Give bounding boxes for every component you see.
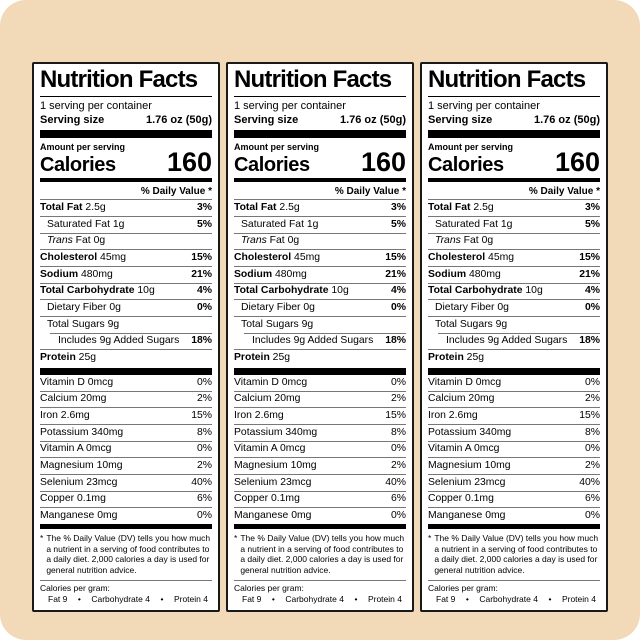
- footnote: [40, 530, 212, 580]
- nutrient-row: [438, 333, 600, 350]
- daily-value-percent: 2%: [196, 393, 212, 405]
- daily-value-percent: 0%: [390, 510, 406, 522]
- nutrient-name: Magnesium 10mg: [234, 460, 317, 472]
- nutrient-name: Includes 9g Added Sugars: [252, 335, 374, 347]
- serving-size-value: 1.76 oz (50g): [145, 113, 212, 126]
- bullet-separator: •: [271, 593, 275, 604]
- nutrient-name: Iron 2.6mg: [234, 410, 284, 422]
- nutrient-row: [234, 349, 406, 366]
- vitamin-row: [234, 457, 406, 474]
- nutrient-name: Potassium 340mg: [234, 426, 318, 438]
- nutrient-name: Iron 2.6mg: [40, 410, 90, 422]
- amount-per-serving-label: Amount per serving: [40, 142, 126, 153]
- nutrient-name: Saturated Fat 1g: [435, 218, 513, 230]
- vitamin-row: [40, 391, 212, 408]
- nutrient-row: [428, 349, 600, 366]
- thick-divider-bar: [234, 130, 406, 138]
- vitamin-row: [40, 407, 212, 424]
- nutrient-name: Vitamin A 0mcg: [428, 443, 500, 455]
- daily-value-percent: 15%: [191, 251, 212, 263]
- nutrient-name: Protein 25g: [40, 352, 97, 364]
- footnote-text: The % Daily Value (DV) tells you how much a nutrient in a serving of food contributes to a daily diet. 2,000 calories a day is used for general nutrition advice.: [434, 533, 599, 576]
- daily-value-percent: 8%: [390, 426, 406, 438]
- vitamin-row: [40, 424, 212, 441]
- nutrient-row: [40, 316, 212, 333]
- nutrient-name: Vitamin D 0mcg: [40, 376, 114, 388]
- nutrient-row: [234, 266, 406, 283]
- nutrient-name: Calcium 20mg: [40, 393, 107, 405]
- serving-size-value: 1.76 oz (50g): [339, 113, 406, 126]
- vitamin-row: [234, 441, 406, 458]
- daily-value-header: % Daily Value *: [528, 186, 600, 198]
- daily-value-percent: 21%: [191, 268, 212, 280]
- nutrient-name: Copper 0.1mg: [428, 493, 494, 505]
- cpg-item: Fat 9: [436, 593, 456, 604]
- vitamin-row: [428, 424, 600, 441]
- daily-value-percent: 0%: [584, 443, 600, 455]
- vitamin-row: [40, 375, 212, 391]
- medium-divider-bar: [40, 178, 212, 182]
- calories-value: 160: [554, 147, 600, 178]
- daily-value-percent: 2%: [390, 460, 406, 472]
- nutrient-row: [234, 233, 406, 250]
- nutrient-rows: [234, 199, 406, 366]
- nutrient-name: Trans Fat 0g: [435, 235, 494, 247]
- daily-value-percent: 0%: [196, 510, 212, 522]
- nutrient-name: Saturated Fat 1g: [47, 218, 125, 230]
- calories-per-gram-label: Calories per gram:: [40, 582, 110, 593]
- vitamin-row: [428, 457, 600, 474]
- daily-value-percent: 0%: [196, 376, 212, 388]
- nutrient-name: Cholesterol 45mg: [234, 251, 321, 263]
- label-title: Nutrition Facts: [234, 66, 392, 93]
- vitamin-row: [428, 507, 600, 524]
- nutrient-name: Vitamin D 0mcg: [428, 376, 502, 388]
- cpg-item: Protein 4: [561, 593, 596, 604]
- nutrient-row: [428, 266, 600, 283]
- vitamin-row: [428, 491, 600, 508]
- thick-divider-bar: [428, 130, 600, 138]
- daily-value-percent: 6%: [196, 493, 212, 505]
- daily-value-percent: 0%: [584, 376, 600, 388]
- nutrient-row: [40, 266, 212, 283]
- vitamin-row: [428, 391, 600, 408]
- daily-value-percent: 3%: [196, 201, 212, 213]
- title-divider: [40, 96, 212, 97]
- vitamin-row: [40, 457, 212, 474]
- nutrient-name: Total Carbohydrate 10g: [428, 285, 543, 297]
- nutrient-name: Trans Fat 0g: [241, 235, 300, 247]
- nutrient-name: Total Sugars 9g: [47, 318, 120, 330]
- cpg-item: Protein 4: [367, 593, 402, 604]
- bullet-separator: •: [465, 593, 469, 604]
- nutrient-row: [244, 333, 406, 350]
- medium-divider-bar: [234, 178, 406, 182]
- nutrient-name: Selenium 23mcg: [40, 476, 118, 488]
- cpg-item: Carbohydrate 4: [91, 593, 150, 604]
- nutrient-name: Sodium 480mg: [40, 268, 113, 280]
- nutrient-name: Total Fat 2.5g: [428, 201, 494, 213]
- footnote-marker: *: [428, 533, 432, 544]
- nutrient-name: Copper 0.1mg: [234, 493, 300, 505]
- nutrient-row: [234, 316, 406, 333]
- bullet-separator: •: [548, 593, 552, 604]
- nutrient-row: [234, 299, 406, 316]
- nutrient-rows: [40, 199, 212, 366]
- nutrient-name: Magnesium 10mg: [428, 460, 511, 472]
- nutrient-row: [234, 283, 406, 300]
- nutrient-row: [40, 199, 212, 216]
- serving-size-row: [40, 114, 212, 128]
- nutrient-name: Dietary Fiber 0g: [47, 302, 121, 313]
- nutrition-facts-label: [32, 62, 220, 612]
- nutrient-name: Cholesterol 45mg: [40, 251, 127, 263]
- daily-value-percent: 15%: [579, 251, 600, 263]
- vitamin-row: [234, 491, 406, 508]
- nutrient-row: [40, 283, 212, 300]
- cpg-item: Fat 9: [242, 593, 262, 604]
- nutrient-name: Copper 0.1mg: [40, 493, 106, 505]
- serving-size-label: Serving size: [428, 113, 493, 126]
- nutrient-name: Potassium 340mg: [40, 426, 124, 438]
- nutrient-name: Magnesium 10mg: [40, 460, 123, 472]
- nutrient-name: Manganese 0mg: [428, 510, 506, 522]
- daily-value-percent: 0%: [584, 302, 600, 313]
- vitamin-row: [40, 491, 212, 508]
- daily-value-percent: 4%: [584, 285, 600, 297]
- calories-per-gram-section: [234, 580, 406, 606]
- calories-per-gram-label: Calories per gram:: [234, 582, 304, 593]
- calories-value: 160: [360, 147, 406, 178]
- daily-value-percent: 2%: [584, 393, 600, 405]
- daily-value-percent: 40%: [579, 476, 600, 488]
- daily-value-percent: 18%: [579, 335, 600, 347]
- cpg-item: Fat 9: [48, 593, 68, 604]
- daily-value-percent: 40%: [385, 476, 406, 488]
- nutrient-name: Total Carbohydrate 10g: [40, 285, 155, 297]
- nutrient-row: [428, 249, 600, 266]
- amount-per-serving-label: Amount per serving: [428, 142, 514, 153]
- thick-divider-bar: [428, 524, 600, 529]
- nutrient-row: [40, 299, 212, 316]
- nutrient-row: [428, 283, 600, 300]
- nutrient-row: [234, 199, 406, 216]
- bullet-separator: •: [160, 593, 164, 604]
- nutrient-name: Selenium 23mcg: [234, 476, 312, 488]
- nutrient-name: Sodium 480mg: [428, 268, 501, 280]
- footnote: [234, 530, 406, 580]
- daily-value-percent: 5%: [196, 218, 212, 230]
- bullet-separator: •: [354, 593, 358, 604]
- thick-divider-bar: [40, 368, 212, 375]
- calories-per-gram-items: [428, 594, 600, 606]
- calories-per-gram-label: Calories per gram:: [428, 582, 498, 593]
- servings-per-container: 1 serving per container: [234, 99, 346, 112]
- nutrient-name: Vitamin D 0mcg: [234, 376, 308, 388]
- calories-value: 160: [166, 147, 212, 178]
- vitamin-rows: [234, 375, 406, 524]
- nutrient-name: Includes 9g Added Sugars: [446, 335, 568, 347]
- daily-value-percent: 21%: [579, 268, 600, 280]
- vitamin-row: [234, 407, 406, 424]
- vitamin-row: [40, 507, 212, 524]
- nutrient-row: [428, 299, 600, 316]
- nutrient-name: Total Sugars 9g: [435, 318, 508, 330]
- daily-value-percent: 18%: [191, 335, 212, 347]
- daily-value-percent: 2%: [196, 460, 212, 472]
- nutrient-name: Protein 25g: [428, 352, 485, 364]
- daily-value-percent: 5%: [390, 218, 406, 230]
- nutrient-name: Cholesterol 45mg: [428, 251, 515, 263]
- vitamin-row: [428, 375, 600, 391]
- nutrient-name: Total Fat 2.5g: [40, 201, 106, 213]
- calories-label: Calories: [428, 154, 504, 177]
- daily-value-percent: 40%: [191, 476, 212, 488]
- labels-row: [32, 62, 608, 612]
- daily-value-percent: 0%: [196, 443, 212, 455]
- label-title: Nutrition Facts: [428, 66, 586, 93]
- nutrition-facts-label: [226, 62, 414, 612]
- vitamin-row: [234, 424, 406, 441]
- thick-divider-bar: [40, 130, 212, 138]
- footnote-marker: *: [234, 533, 238, 544]
- serving-size-label: Serving size: [40, 113, 105, 126]
- daily-value-percent: 15%: [191, 410, 212, 422]
- vitamin-row: [234, 391, 406, 408]
- vitamin-row: [428, 474, 600, 491]
- serving-size-row: [428, 114, 600, 128]
- daily-value-percent: 8%: [584, 426, 600, 438]
- daily-value-percent: 6%: [584, 493, 600, 505]
- bullet-separator: •: [77, 593, 81, 604]
- daily-value-percent: 6%: [390, 493, 406, 505]
- daily-value-percent: 15%: [579, 410, 600, 422]
- daily-value-percent: 8%: [196, 426, 212, 438]
- daily-value-percent: 0%: [196, 302, 212, 313]
- daily-value-percent: 5%: [584, 218, 600, 230]
- nutrient-name: Total Carbohydrate 10g: [234, 285, 349, 297]
- cpg-item: Protein 4: [173, 593, 208, 604]
- nutrient-name: Total Fat 2.5g: [234, 201, 300, 213]
- vitamin-row: [234, 474, 406, 491]
- daily-value-percent: 0%: [390, 443, 406, 455]
- nutrient-row: [50, 333, 212, 350]
- cpg-item: Carbohydrate 4: [285, 593, 344, 604]
- calories-per-gram-items: [234, 594, 406, 606]
- daily-value-percent: 2%: [584, 460, 600, 472]
- nutrient-row: [40, 233, 212, 250]
- daily-value-percent: 21%: [385, 268, 406, 280]
- nutrient-name: Protein 25g: [234, 352, 291, 364]
- nutrient-row: [428, 233, 600, 250]
- daily-value-header: % Daily Value *: [140, 186, 212, 198]
- nutrient-name: Total Sugars 9g: [241, 318, 314, 330]
- nutrient-name: Sodium 480mg: [234, 268, 307, 280]
- calories-label: Calories: [234, 154, 310, 177]
- nutrient-row: [428, 316, 600, 333]
- nutrient-name: Manganese 0mg: [234, 510, 312, 522]
- daily-value-percent: 18%: [385, 335, 406, 347]
- daily-value-percent: 0%: [390, 376, 406, 388]
- nutrient-name: Vitamin A 0mcg: [234, 443, 306, 455]
- servings-per-container: 1 serving per container: [428, 99, 540, 112]
- nutrient-name: Iron 2.6mg: [428, 410, 478, 422]
- label-title: Nutrition Facts: [40, 66, 198, 93]
- nutrient-row: [234, 216, 406, 233]
- nutrient-name: Manganese 0mg: [40, 510, 118, 522]
- nutrient-name: Dietary Fiber 0g: [241, 302, 315, 313]
- thick-divider-bar: [234, 368, 406, 375]
- daily-value-percent: 3%: [584, 201, 600, 213]
- nutrient-name: Potassium 340mg: [428, 426, 512, 438]
- serving-size-row: [234, 114, 406, 128]
- calories-per-gram-items: [40, 594, 212, 606]
- daily-value-header: % Daily Value *: [334, 186, 406, 198]
- footnote-text: The % Daily Value (DV) tells you how much a nutrient in a serving of food contributes to a daily diet. 2,000 calories a day is used for general nutrition advice.: [46, 533, 211, 576]
- amount-per-serving-label: Amount per serving: [234, 142, 320, 153]
- daily-value-percent: 15%: [385, 410, 406, 422]
- nutrition-facts-label: [420, 62, 608, 612]
- title-divider: [428, 96, 600, 97]
- servings-per-container: 1 serving per container: [40, 99, 152, 112]
- footnote-marker: *: [40, 533, 44, 544]
- daily-value-percent: 4%: [390, 285, 406, 297]
- calories-label: Calories: [40, 154, 116, 177]
- vitamin-row: [234, 375, 406, 391]
- nutrient-row: [40, 249, 212, 266]
- nutrient-name: Saturated Fat 1g: [241, 218, 319, 230]
- nutrient-row: [234, 249, 406, 266]
- vitamin-rows: [428, 375, 600, 524]
- nutrient-name: Dietary Fiber 0g: [435, 302, 509, 313]
- calories-per-gram-section: [40, 580, 212, 606]
- daily-value-percent: 3%: [390, 201, 406, 213]
- vitamin-row: [428, 407, 600, 424]
- nutrient-name: Calcium 20mg: [234, 393, 301, 405]
- vitamin-row: [428, 441, 600, 458]
- vitamin-row: [234, 507, 406, 524]
- nutrient-row: [428, 216, 600, 233]
- nutrient-name: Selenium 23mcg: [428, 476, 506, 488]
- nutrient-rows: [428, 199, 600, 366]
- nutrient-row: [40, 216, 212, 233]
- daily-value-percent: 0%: [584, 510, 600, 522]
- nutrient-row: [428, 199, 600, 216]
- footnote-text: The % Daily Value (DV) tells you how much a nutrient in a serving of food contributes to a daily diet. 2,000 calories a day is used for general nutrition advice.: [240, 533, 405, 576]
- thick-divider-bar: [428, 368, 600, 375]
- daily-value-percent: 0%: [390, 302, 406, 313]
- cpg-item: Carbohydrate 4: [479, 593, 538, 604]
- thick-divider-bar: [234, 524, 406, 529]
- nutrient-name: Trans Fat 0g: [47, 235, 106, 247]
- serving-size-value: 1.76 oz (50g): [533, 113, 600, 126]
- nutrient-name: Calcium 20mg: [428, 393, 495, 405]
- vitamin-row: [40, 441, 212, 458]
- nutrient-row: [40, 349, 212, 366]
- nutrient-name: Includes 9g Added Sugars: [58, 335, 180, 347]
- serving-size-label: Serving size: [234, 113, 299, 126]
- vitamin-row: [40, 474, 212, 491]
- daily-value-percent: 4%: [196, 285, 212, 297]
- medium-divider-bar: [428, 178, 600, 182]
- title-divider: [234, 96, 406, 97]
- daily-value-percent: 15%: [385, 251, 406, 263]
- nutrient-name: Vitamin A 0mcg: [40, 443, 112, 455]
- calories-per-gram-section: [428, 580, 600, 606]
- vitamin-rows: [40, 375, 212, 524]
- daily-value-percent: 2%: [390, 393, 406, 405]
- thick-divider-bar: [40, 524, 212, 529]
- footnote: [428, 530, 600, 580]
